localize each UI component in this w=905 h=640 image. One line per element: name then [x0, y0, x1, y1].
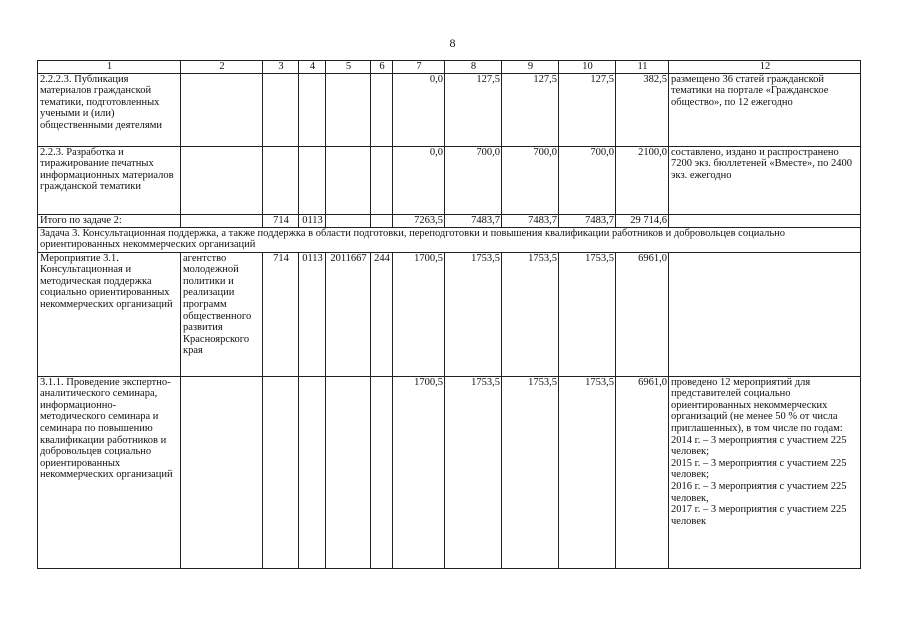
cell-result: проведено 12 мероприятий для представителей социально ориентированных некоммерческих организаций (не менее 50 % от числа приглашенных), в том числе по годам: 2014 г. – 3 мероприятия с участием 225 человек; 2015 г. – 3 мероприятия с участием 225 человек; 2016 г. – 3 мероприятия с участием 225 человек, 2017 г. – 3 мероприятия с участием 225 человек	[669, 376, 861, 568]
cell-value: 1753,5	[445, 252, 502, 376]
table-row	[38, 376, 861, 568]
cell-value: 1700,5	[393, 376, 445, 568]
cell-grbs: 714	[263, 214, 299, 227]
cell-vr	[371, 73, 393, 146]
cell-vr: 244	[371, 252, 393, 376]
row-name: 2.2.2.3. Публикация материалов гражданской тематики, подготовленных учеными и (или) общественными деятелями	[38, 73, 181, 146]
header-cell: 8	[445, 61, 502, 74]
cell-vr	[371, 214, 393, 227]
cell-value: 7483,7	[502, 214, 559, 227]
page-number: 8	[449, 36, 456, 50]
cell-value: 0,0	[393, 146, 445, 214]
cell-value: 127,5	[559, 73, 616, 146]
cell-grbs	[263, 376, 299, 568]
budget-table	[37, 60, 861, 569]
cell-total: 6961,0	[616, 252, 669, 376]
cell-value: 1753,5	[559, 376, 616, 568]
header-cell: 6	[371, 61, 393, 74]
cell-rzpr	[299, 73, 326, 146]
cell-result	[669, 252, 861, 376]
cell-value: 700,0	[502, 146, 559, 214]
cell-value: 1753,5	[559, 252, 616, 376]
cell-value: 0,0	[393, 73, 445, 146]
row-name: 2.2.3. Разработка и тиражирование печатных информационных материалов гражданской тематики	[38, 146, 181, 214]
cell-value: 1700,5	[393, 252, 445, 376]
cell-grbs: 714	[263, 252, 299, 376]
cell-total: 2100,0	[616, 146, 669, 214]
cell-result: размещено 36 статей гражданской тематики на портале «Гражданское общество», по 12 ежегодно	[669, 73, 861, 146]
header-cell: 9	[502, 61, 559, 74]
cell-vr	[371, 376, 393, 568]
cell-rzpr: 0113	[299, 214, 326, 227]
cell-executor	[181, 214, 263, 227]
task-3-title: Задача 3. Консультационная поддержка, а также поддержка в области подготовки, переподготовки и повышения квалификации работников и добровольцев социально ориентированных некоммерческих организаций	[38, 227, 861, 252]
cell-value: 1753,5	[502, 252, 559, 376]
table-row	[38, 73, 861, 146]
cell-grbs	[263, 73, 299, 146]
cell-value: 700,0	[559, 146, 616, 214]
row-name: Итого по задаче 2:	[38, 214, 181, 227]
cell-csr	[326, 376, 371, 568]
cell-executor	[181, 146, 263, 214]
cell-value: 7483,7	[559, 214, 616, 227]
task-header-row	[38, 227, 861, 252]
table-row	[38, 146, 861, 214]
cell-total: 382,5	[616, 73, 669, 146]
cell-csr	[326, 214, 371, 227]
cell-grbs	[263, 146, 299, 214]
cell-executor: агентство молодежной политики и реализации программ общественного развития Красноярского края	[181, 252, 263, 376]
cell-value: 127,5	[445, 73, 502, 146]
cell-total: 6961,0	[616, 376, 669, 568]
cell-value: 127,5	[502, 73, 559, 146]
total-row	[38, 214, 861, 227]
cell-value: 1753,5	[445, 376, 502, 568]
cell-executor	[181, 376, 263, 568]
cell-rzpr	[299, 376, 326, 568]
cell-csr	[326, 73, 371, 146]
table-row	[38, 252, 861, 376]
header-cell: 2	[181, 61, 263, 74]
cell-value: 7263,5	[393, 214, 445, 227]
cell-total: 29 714,6	[616, 214, 669, 227]
cell-vr	[371, 146, 393, 214]
cell-executor	[181, 73, 263, 146]
row-name: Мероприятие 3.1. Консультационная и методическая поддержка социально ориентированных некоммерческих организаций	[38, 252, 181, 376]
cell-value: 700,0	[445, 146, 502, 214]
cell-result	[669, 214, 861, 227]
cell-rzpr	[299, 146, 326, 214]
header-cell: 4	[299, 61, 326, 74]
cell-value: 1753,5	[502, 376, 559, 568]
cell-result: составлено, издано и распространено 7200 экз. бюллетеней «Вместе», по 2400 экз. ежегодно	[669, 146, 861, 214]
cell-value: 7483,7	[445, 214, 502, 227]
header-row	[38, 61, 861, 74]
header-cell: 12	[669, 61, 861, 74]
header-cell: 10	[559, 61, 616, 74]
header-cell: 7	[393, 61, 445, 74]
header-cell: 11	[616, 61, 669, 74]
header-cell: 1	[38, 61, 181, 74]
header-cell: 5	[326, 61, 371, 74]
cell-csr: 2011667	[326, 252, 371, 376]
header-cell: 3	[263, 61, 299, 74]
row-name: 3.1.1. Проведение экспертно-аналитического семинара, информационно-методического семинара и семинара по повышению квалификации работников и добровольцев социально ориентированных некоммерческих организаций	[38, 376, 181, 568]
cell-rzpr: 0113	[299, 252, 326, 376]
cell-csr	[326, 146, 371, 214]
